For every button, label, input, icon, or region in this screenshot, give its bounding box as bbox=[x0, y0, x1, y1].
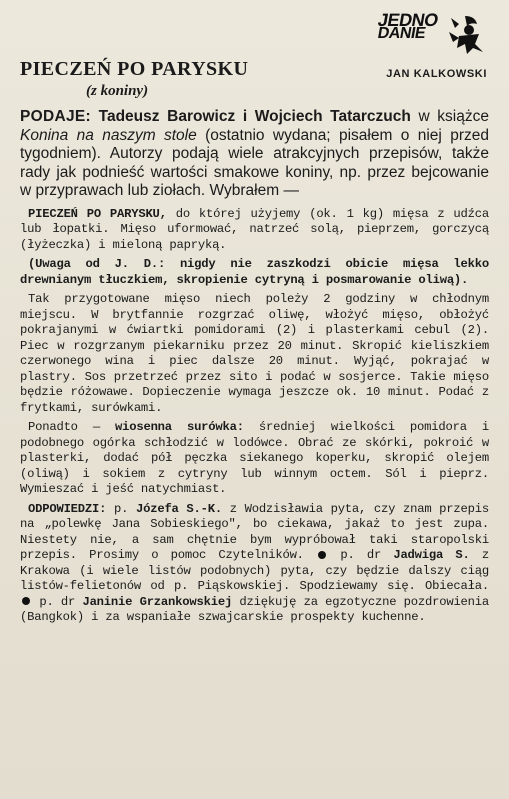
logo-line-1: JEDNO bbox=[376, 10, 440, 30]
answers-text-2: z Wodzisławia pyta, czy znam przepis na „polewkę Jana Sobieskiego", bo ciekawa, jakaż to jest zupa. Niestety nie, a sam chętnie bym wypróbował taki staropolski przepis. Prosimy o pomoc Czytelników. bbox=[20, 501, 489, 562]
lead-text-1: w książce bbox=[418, 108, 489, 125]
note-paragraph bbox=[20, 257, 489, 288]
bullet-dot-icon bbox=[318, 551, 326, 559]
recipe-paragraph-1 bbox=[20, 207, 489, 254]
answers-paragraph bbox=[20, 502, 489, 626]
reader-name-1: Józefa S.-K. bbox=[135, 501, 222, 516]
salad-name: wiosenna surówka: bbox=[115, 420, 244, 434]
lead-keyword: PODAJE: bbox=[20, 108, 92, 125]
answers-text-4: z Krakowa (i wiele listów podobnych) pyta, czy będzie dalszy ciąg listów-felietonów od p. Piąskowskiej. Spodziewamy się. Obiecała. bbox=[20, 548, 490, 593]
answers-text-3: p. dr bbox=[328, 548, 394, 562]
column-logo bbox=[375, 10, 440, 42]
salad-intro: Ponadto — bbox=[28, 420, 115, 434]
note-text: nigdy nie zaszkodzi obicie mięsa lekko drewnianym tłuczkiem, skropienie cytryną i posmarowanie oliwą). bbox=[20, 257, 490, 287]
answers-text-1: p. bbox=[106, 501, 136, 516]
answers-text-5: p. dr bbox=[32, 594, 83, 609]
recipe-name: PIECZEŃ PO PARYSKU, bbox=[28, 206, 167, 221]
recipe-paragraph-2 bbox=[20, 292, 489, 416]
lead-authors: Tadeusz Barowicz i Wojciech Tatarczuch bbox=[98, 108, 411, 125]
lead-paragraph bbox=[20, 108, 489, 201]
lead-book-title: Konina na naszym stole bbox=[20, 126, 197, 144]
logo-line-2: DANIE bbox=[376, 25, 427, 42]
salad-text: średniej wielkości pomidora i podobnego ogórka schłodzić w lodówce. Obrać ze skórki, pokroić w plasterki, dodać pół pęczka siekanego koperku, skropić olejem (oliwą) i sokiem z cytryny lub winnym octem. Sól i pieprz. Wymieszać i jeść natychmiast. bbox=[20, 420, 490, 496]
recipe-text-1: do której użyjemy (ok. 1 kg) mięsa z udźca lub łopatki. Mięso uformować, natrzeć solą, pieprzem, gorczycą (łyżeczka) i mieloną papryką. bbox=[20, 206, 489, 252]
salad-paragraph bbox=[20, 420, 489, 498]
column-author: JAN KALKOWSKI bbox=[386, 68, 487, 80]
reader-name-2: Jadwiga S. bbox=[393, 548, 470, 562]
recipe-text-2: Tak przygotowane mięso niech poleży 2 godziny w chłodnym miejscu. W brytfannie rozgrzać oliwę, włożyć mięso, obłożyć pokrajanymi w ćwiartki pomidorami (2) i plasterkami cebul (2). Piec w rozgrzanym piekarniku przez 20 minut. Skropić kieliszkiem czerwonego wina i piec dalsze 20 minut. Wyjąć, pokrajać w plastry. Sos przetrzeć przez sito i podać w sosjerce. Takie mięso będzie różowawe. Dopieczenie wymaga jeszcze ok. 10 minut. Podać z frytkami, surówkami. bbox=[20, 292, 489, 415]
column-masthead bbox=[376, 10, 489, 84]
reader-name-3: Janinie Grzankowskiej bbox=[82, 594, 233, 609]
answers-text-6: dziękuję za egzotyczne pozdrowienia (Bangkok) i za wspaniałe szwajcarskie prospekty kuchenne. bbox=[20, 594, 490, 624]
article-header bbox=[20, 10, 489, 106]
note-label: (Uwaga od J. D.: bbox=[28, 257, 166, 271]
article-title: PIECZEŃ PO PARYSKU bbox=[20, 58, 249, 80]
article-subtitle: (z koniny) bbox=[86, 83, 149, 99]
chef-figure-icon bbox=[445, 14, 485, 54]
bullet-dot-icon bbox=[22, 597, 30, 605]
answers-label: ODPOWIEDZI: bbox=[28, 501, 107, 516]
lead-text-2: (ostatnio wydana; pisałem o niej przed tygodniem). Autorzy podają wiele atrakcyjnych przepisów, także rady jak podnieść wartości smakowe koniny, np. przez bejcowanie w przyprawach lub ziołach. Wybrałem — bbox=[20, 126, 489, 199]
